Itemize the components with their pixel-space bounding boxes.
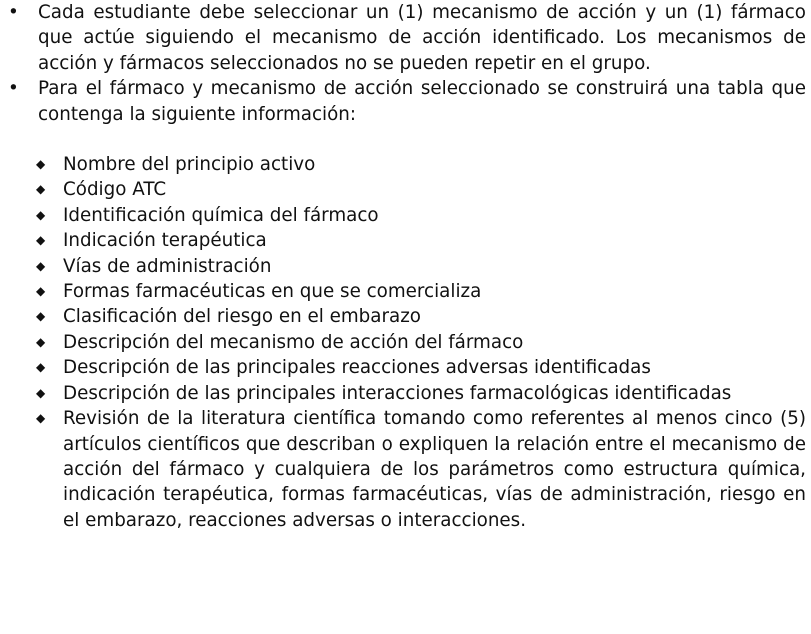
sub-item-text: Vías de administración: [63, 255, 272, 277]
bullet-item: [0, 0, 806, 76]
sub-list-item: [0, 254, 806, 279]
sub-item-text: Código ATC: [63, 179, 167, 201]
diamond-bullet-icon: ◆: [36, 284, 46, 299]
sub-list-item: [0, 203, 806, 228]
sub-item-text: Indicación terapéutica: [63, 230, 267, 252]
diamond-bullet-icon: ◆: [36, 411, 46, 426]
sub-list-item: [0, 177, 806, 202]
diamond-bullet-icon: ◆: [36, 334, 46, 349]
sub-list-item: [0, 406, 806, 533]
sub-list-item: [0, 330, 806, 355]
diamond-bullet-icon: ◆: [36, 258, 46, 273]
diamond-bullet-icon: ◆: [36, 157, 46, 172]
sub-list-item: [0, 381, 806, 406]
sub-list-item: [0, 152, 806, 177]
bullet-dot-icon: •: [8, 78, 19, 100]
sub-item-text: Formas farmacéuticas en que se comercializa: [63, 281, 482, 303]
diamond-bullet-icon: ◆: [36, 385, 46, 400]
sub-item-text: Descripción de las principales reacciones adversas identificadas: [63, 357, 651, 379]
sub-item-text: Nombre del principio activo: [63, 154, 316, 176]
sub-list-item: [0, 279, 806, 304]
sub-item-text: Identificación química del fármaco: [63, 204, 379, 226]
diamond-bullet-icon: ◆: [36, 233, 46, 248]
diamond-bullet-icon: ◆: [36, 360, 46, 375]
diamond-bullet-icon: ◆: [36, 182, 46, 197]
diamond-bullet-icon: ◆: [36, 207, 46, 222]
sub-list-item: [0, 228, 806, 253]
sub-item-text: Clasificación del riesgo en el embarazo: [63, 306, 421, 328]
sub-list-item: [0, 355, 806, 380]
sub-item-text: Descripción del mecanismo de acción del fármaco: [63, 331, 524, 353]
bullet-text: Cada estudiante debe seleccionar un (1) mecanismo de acción y un (1) fármaco que actúe siguiendo el mecanismo de acción identificado. Los mecanismos de acción y fármacos seleccionados no se pueden repetir en el grupo.: [38, 2, 806, 74]
sub-item-text: Revisión de la literatura científica tomando como referentes al menos cinco (5) artículos científicos que describan o expliquen la relación entre el mecanismo de acción del fármaco y cualquiera de los parámetros como estructura química, indicación terapéutica, formas farmacéuticas, vías de administración, riesgo en el embarazo, reacciones adversas o interacciones.: [63, 408, 806, 531]
sub-list-item: [0, 304, 806, 329]
bullet-dot-icon: •: [8, 2, 19, 23]
sub-item-text: Descripción de las principales interacciones farmacológicas identificadas: [63, 382, 732, 404]
diamond-bullet-icon: ◆: [36, 309, 46, 324]
bullet-text: Para el fármaco y mecanismo de acción seleccionado se construirá una tabla que contenga la siguiente información:: [38, 78, 806, 125]
bullet-item: [0, 76, 806, 533]
sub-list: [38, 152, 806, 533]
